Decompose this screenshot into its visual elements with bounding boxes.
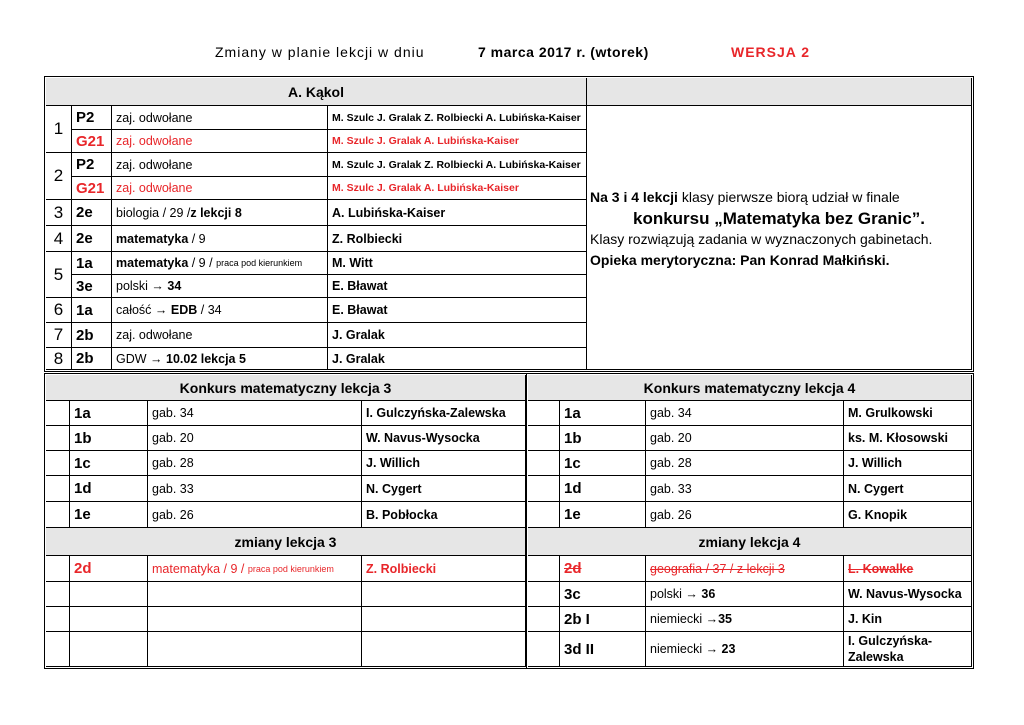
class-cell: G21 (72, 130, 112, 153)
lesson-number: 3 (46, 200, 72, 226)
teacher-cell: M. Szulc J. Gralak A. Lubińska-Kaiser (328, 177, 587, 200)
class-cell: 2d (70, 556, 148, 582)
teacher-cell: J. Willich (844, 451, 972, 476)
class-cell: G21 (72, 177, 112, 200)
lesson-number: 4 (46, 226, 72, 252)
room-cell: gab. 34 (646, 401, 844, 426)
room-cell: gab. 28 (148, 451, 362, 476)
spacer-cell (528, 426, 560, 451)
empty-cell (46, 632, 70, 667)
lesson-number: 7 (46, 323, 72, 348)
room-cell: gab. 20 (646, 426, 844, 451)
announcement-contest-name: konkursu „Matematyka bez Granic”. (633, 209, 925, 228)
document-header (0, 44, 1024, 68)
spacer-cell (46, 556, 70, 582)
room-cell: gab. 26 (148, 502, 362, 528)
subject-cell: matematyka / 9 / praca pod kierunkiem (148, 556, 362, 582)
teacher-cell: M. Szulc J. Gralak Z. Rolbiecki A. Lubińska-Kaiser (328, 106, 587, 130)
subject-cell: niemiecki → 35 (646, 607, 844, 632)
subject-cell: zaj. odwołane (112, 177, 328, 200)
spacer-cell (528, 632, 560, 667)
teacher-cell: M. Szulc J. Gralak Z. Rolbiecki A. Lubińska-Kaiser (328, 153, 587, 177)
subject-cell: GDW → 10.02 lekcja 5 (112, 348, 328, 370)
class-cell: 1d (70, 476, 148, 502)
class-cell: 1a (72, 252, 112, 275)
spacer-cell (528, 582, 560, 607)
subject-cell: zaj. odwołane (112, 106, 328, 130)
subject-cell: matematyka / 9 / praca pod kierunkiem (112, 252, 328, 275)
spacer-cell (528, 401, 560, 426)
teacher-cell: M. Szulc J. Gralak A. Lubińska-Kaiser (328, 130, 587, 153)
teacher-section-title-empty (587, 78, 972, 106)
empty-cell (46, 582, 70, 607)
class-cell: P2 (72, 153, 112, 177)
empty-cell (362, 632, 526, 667)
contest-lesson4-title: Konkurs matematyczny lekcja 4 (528, 375, 972, 401)
teacher-cell: Z. Rolbiecki (362, 556, 526, 582)
teacher-cell: I. Gulczyńska- Zalewska (844, 632, 972, 667)
subject-cell: geografia / 37 / z lekcji 3 (646, 556, 844, 582)
spacer-cell (528, 607, 560, 632)
subject-cell: całość → EDB / 34 (112, 298, 328, 323)
teacher-cell: I. Gulczyńska-Zalewska (362, 401, 526, 426)
class-cell: 1b (70, 426, 148, 451)
teacher-section-title: A. Kąkol (46, 78, 587, 106)
contest-lesson3-title: Konkurs matematyczny lekcja 3 (46, 375, 526, 401)
class-cell: 2b I (560, 607, 646, 632)
teacher-cell: G. Knopik (844, 502, 972, 528)
empty-cell (46, 607, 70, 632)
spacer-cell (46, 401, 70, 426)
teacher-cell: J. Willich (362, 451, 526, 476)
spacer-cell (46, 426, 70, 451)
class-cell: 2e (72, 200, 112, 226)
changes-lesson4-title: zmiany lekcja 4 (528, 528, 972, 556)
class-cell: 1a (72, 298, 112, 323)
class-cell: 2e (72, 226, 112, 252)
class-cell: 3c (560, 582, 646, 607)
teacher-cell: J. Gralak (328, 348, 587, 370)
subject-cell: zaj. odwołane (112, 153, 328, 177)
teacher-cell: N. Cygert (844, 476, 972, 502)
empty-cell (362, 582, 526, 607)
class-cell: 1a (560, 401, 646, 426)
spacer-cell (46, 502, 70, 528)
subject-cell: polski → 34 (112, 275, 328, 298)
class-cell: 1e (70, 502, 148, 528)
room-cell: gab. 34 (148, 401, 362, 426)
subject-cell: polski → 36 (646, 582, 844, 607)
class-cell: 3e (72, 275, 112, 298)
lesson-number: 1 (46, 106, 72, 153)
empty-cell (148, 607, 362, 632)
empty-cell (362, 607, 526, 632)
teacher-cell: W. Navus-Wysocka (844, 582, 972, 607)
teacher-cell: N. Cygert (362, 476, 526, 502)
spacer-cell (46, 476, 70, 502)
subject-cell: zaj. odwołane (112, 130, 328, 153)
teacher-cell: M. Grulkowski (844, 401, 972, 426)
class-cell: 1c (560, 451, 646, 476)
lesson-number: 8 (46, 348, 72, 370)
room-cell: gab. 33 (646, 476, 844, 502)
announcement: Na 3 i 4 lekcji klasy pierwsze biorą udział w finale konkursu „Matematyka bez Granic”. Klasy rozwiązują zadania w wyznaczonych gabinetach. Opieka merytoryczna: Pan Konrad Małkiński. (590, 187, 968, 271)
teacher-cell: M. Witt (328, 252, 587, 275)
teacher-cell: L. Kowalke (844, 556, 972, 582)
subject-cell: niemiecki → 23 (646, 632, 844, 667)
class-cell: 2b (72, 323, 112, 348)
class-cell: 1a (70, 401, 148, 426)
empty-cell (70, 632, 148, 667)
class-cell: P2 (72, 106, 112, 130)
class-cell: 1e (560, 502, 646, 528)
header-date: 7 marca 2017 r. (wtorek) (478, 44, 649, 60)
lesson-number: 6 (46, 298, 72, 323)
lesson-number: 5 (46, 252, 72, 298)
teacher-cell: J. Kin (844, 607, 972, 632)
empty-cell (148, 582, 362, 607)
header-version: WERSJA 2 (731, 44, 811, 60)
teacher-cell: E. Bławat (328, 298, 587, 323)
teacher-cell: E. Bławat (328, 275, 587, 298)
teacher-cell: ks. M. Kłosowski (844, 426, 972, 451)
teacher-cell: J. Gralak (328, 323, 587, 348)
room-cell: gab. 28 (646, 451, 844, 476)
teacher-cell: B. Pobłocka (362, 502, 526, 528)
spacer-cell (528, 502, 560, 528)
subject-cell: matematyka / 9 (112, 226, 328, 252)
room-cell: gab. 20 (148, 426, 362, 451)
empty-cell (70, 582, 148, 607)
spacer-cell (528, 556, 560, 582)
teacher-cell: A. Lubińska-Kaiser (328, 200, 587, 226)
class-cell: 2d (560, 556, 646, 582)
room-cell: gab. 33 (148, 476, 362, 502)
spacer-cell (46, 451, 70, 476)
empty-cell (148, 632, 362, 667)
class-cell: 3d II (560, 632, 646, 667)
spacer-cell (528, 476, 560, 502)
room-cell: gab. 26 (646, 502, 844, 528)
class-cell: 1b (560, 426, 646, 451)
subject-cell: zaj. odwołane (112, 323, 328, 348)
teacher-cell: W. Navus-Wysocka (362, 426, 526, 451)
lesson-number: 2 (46, 153, 72, 200)
changes-lesson3-title: zmiany lekcja 3 (46, 528, 526, 556)
class-cell: 1c (70, 451, 148, 476)
header-title: Zmiany w planie lekcji w dniu (215, 44, 425, 60)
empty-cell (70, 607, 148, 632)
subject-cell: biologia / 29 / z lekcji 8 (112, 200, 328, 226)
class-cell: 1d (560, 476, 646, 502)
spacer-cell (528, 451, 560, 476)
class-cell: 2b (72, 348, 112, 370)
teacher-cell: Z. Rolbiecki (328, 226, 587, 252)
